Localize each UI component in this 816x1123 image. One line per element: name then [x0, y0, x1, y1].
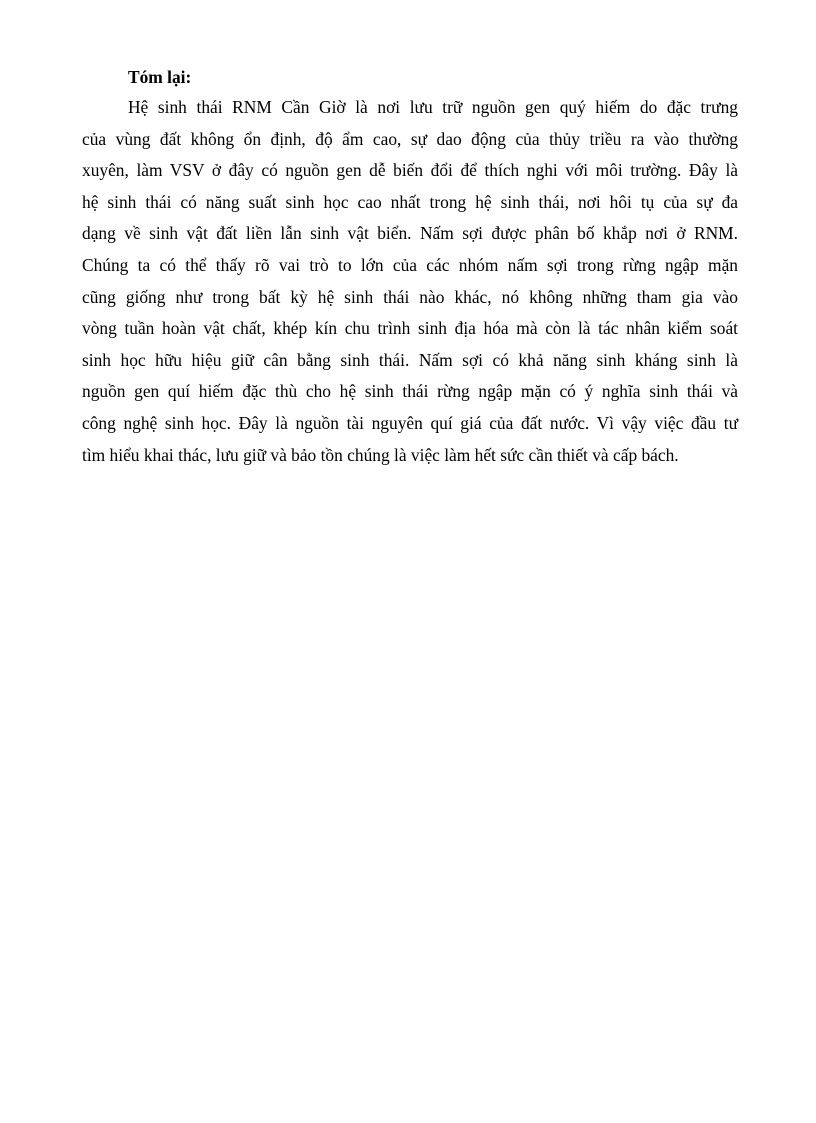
summary-paragraph	[82, 92, 738, 471]
paragraph-line: của vùng đất không ổn định, độ ẩm cao, sự dao động của thủy triều ra vào thường	[82, 128, 738, 149]
paragraph-line: xuyên, làm VSV ở đây có nguồn gen dễ biến đổi để thích nghi với môi trường. Đây là	[82, 160, 738, 181]
paragraph-line: vòng tuần hoàn vật chất, khép kín chu trình sinh địa hóa mà còn là tác nhân kiểm soát	[82, 318, 738, 339]
paragraph-line: tìm hiểu khai thác, lưu giữ và bảo tồn chúng là việc làm hết sức cần thiết và cấp bách.	[82, 444, 679, 465]
paragraph-line: Chúng ta có thể thấy rõ vai trò to lớn của các nhóm nấm sợi trong rừng ngập mặn	[82, 254, 738, 275]
paragraph-line: sinh học hữu hiệu giữ cân bằng sinh thái. Nấm sợi có khả năng sinh kháng sinh là	[82, 349, 738, 370]
paragraph-line: hệ sinh thái có năng suất sinh học cao nhất trong hệ sinh thái, nơi hôi tụ của sự đa	[82, 191, 738, 212]
section-heading: Tóm lại:	[128, 67, 192, 87]
paragraph-line: dạng về sinh vật đất liền lẫn sinh vật biển. Nấm sợi được phân bố khắp nơi ở RNM.	[82, 223, 738, 244]
paragraph-line: cũng giống như trong bất kỳ hệ sinh thái nào khác, nó không những tham gia vào	[82, 286, 738, 307]
paragraph-line: công nghệ sinh học. Đây là nguồn tài nguyên quí giá của đất nước. Vì vậy việc đầu tư	[82, 412, 738, 433]
paragraph-line: nguồn gen quí hiếm đặc thù cho hệ sinh thái rừng ngập mặn có ý nghĩa sinh thái và	[82, 381, 738, 402]
paragraph-line: Hệ sinh thái RNM Cần Giờ là nơi lưu trữ nguồn gen quý hiếm do đặc trưng	[128, 97, 738, 117]
document-body	[82, 62, 738, 471]
